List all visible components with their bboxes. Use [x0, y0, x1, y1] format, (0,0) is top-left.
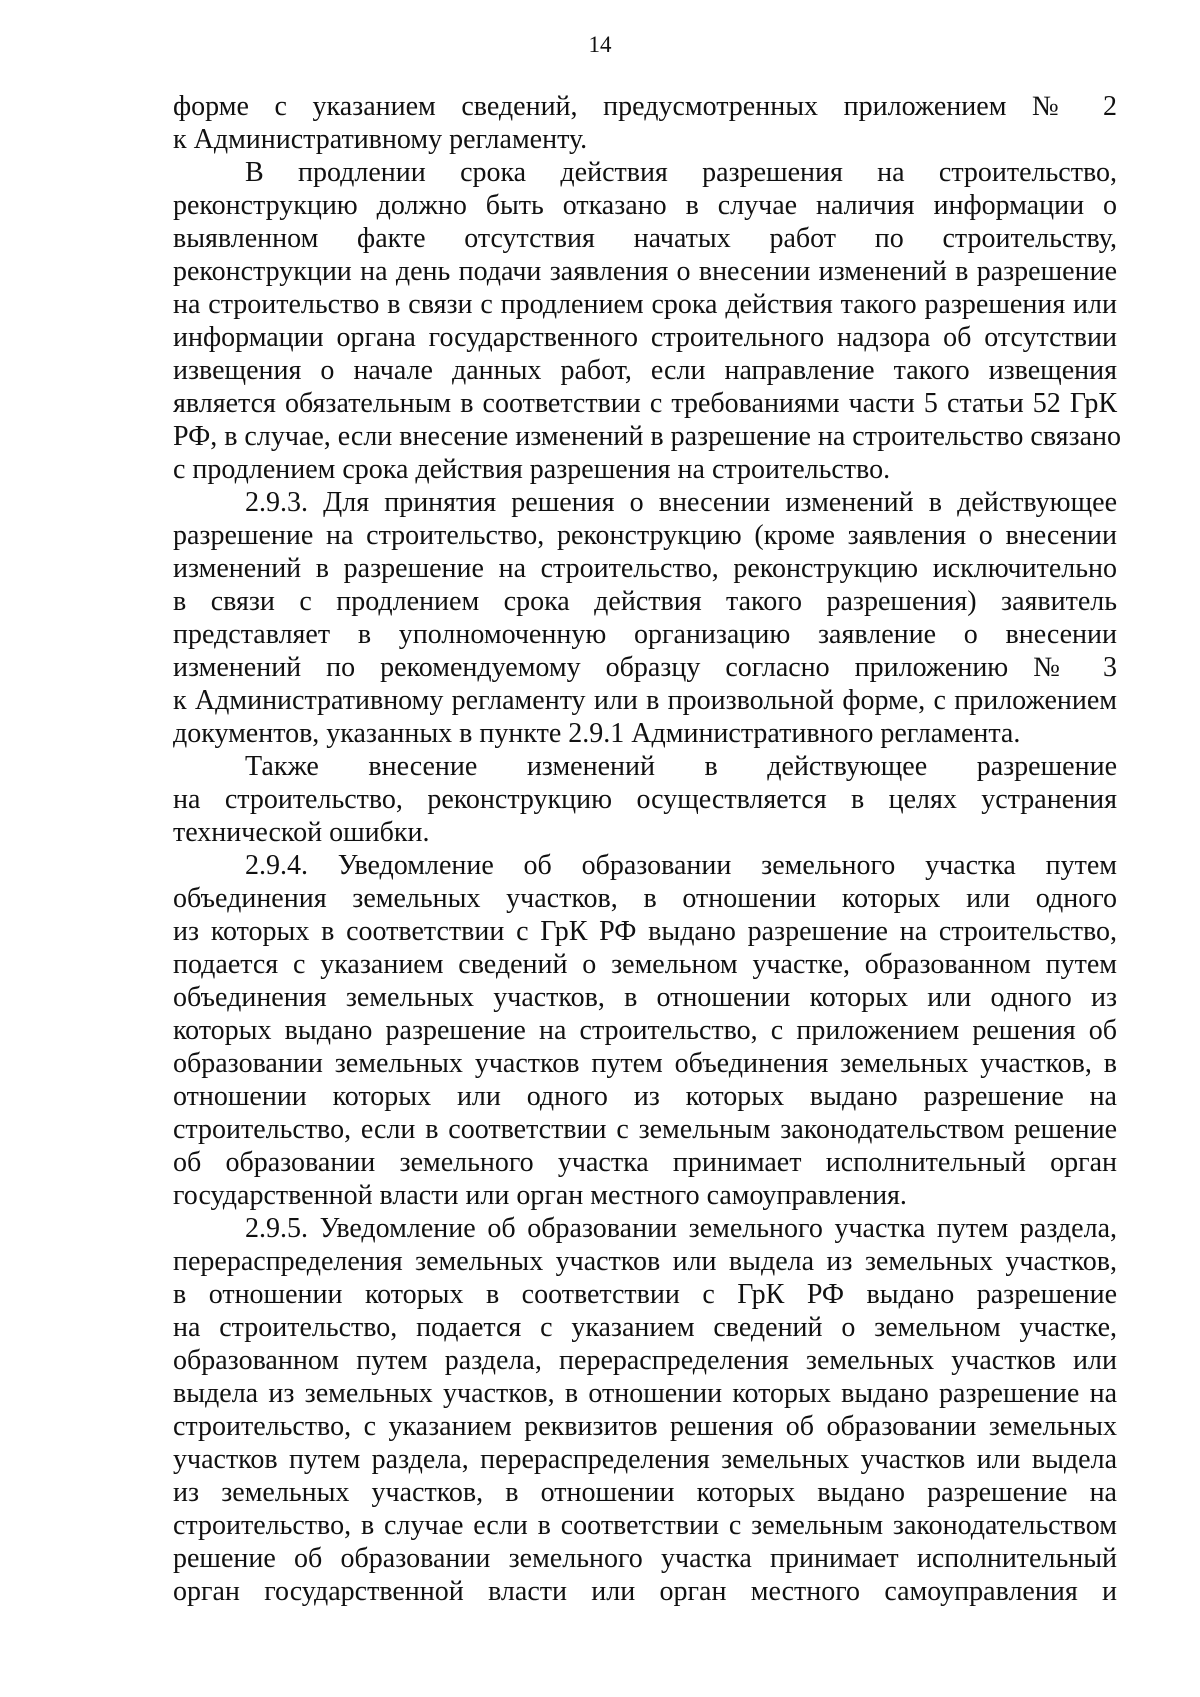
text-line: на строительство, реконструкцию осуществляется в целях устранения: [173, 784, 1117, 815]
text-line: реконструкцию должно быть отказано в случае наличия информации о: [173, 190, 1117, 221]
text-line: в связи с продлением срока действия такого разрешения) заявитель: [173, 586, 1117, 617]
text-line: образованном путем раздела, перераспределения земельных участков или: [173, 1345, 1117, 1376]
text-line: образовании земельных участков путем объединения земельных участков, в: [173, 1048, 1117, 1079]
text-line: которых выдано разрешение на строительство, с приложением решения об: [173, 1015, 1117, 1046]
text-line: из земельных участков, в отношении которых выдано разрешение на: [173, 1477, 1117, 1508]
text-line: к Административному регламенту.: [173, 124, 588, 155]
text-line: объединения земельных участков, в отношении которых или одного из: [173, 982, 1117, 1013]
text-line: документов, указанных в пункте 2.9.1 Административного регламента.: [173, 718, 1021, 749]
text-line: изменений в разрешение на строительство, реконструкцию исключительно: [173, 553, 1117, 584]
text-line: строительство, с указанием реквизитов решения об образовании земельных: [173, 1411, 1117, 1442]
text-line: технической ошибки.: [173, 817, 430, 848]
text-line: перераспределения земельных участков или выдела из земельных участков,: [173, 1246, 1117, 1277]
text-line: разрешение на строительство, реконструкцию (кроме заявления о внесении: [173, 520, 1117, 551]
text-line: форме с указанием сведений, предусмотренных приложением № 2: [173, 91, 1117, 122]
paragraph-first-line: Также внесение изменений в действующее разрешение: [245, 751, 1117, 782]
text-line: решение об образовании земельного участка принимает исполнительный: [173, 1543, 1117, 1574]
paragraph-first-line: 2.9.4. Уведомление об образовании земельного участка путем: [245, 850, 1117, 881]
page-number: 14: [588, 32, 612, 57]
text-line: орган государственной власти или орган местного самоуправления и: [173, 1576, 1117, 1607]
text-line: представляет в уполномоченную организацию заявление о внесении: [173, 619, 1117, 650]
text-line: строительство, если в соответствии с земельным законодательством решение: [173, 1114, 1117, 1145]
paragraph-first-line: 2.9.3. Для принятия решения о внесении изменений в действующее: [245, 487, 1117, 518]
text-line: в отношении которых в соответствии с ГрК РФ выдано разрешение: [173, 1279, 1117, 1310]
text-line: к Административному регламенту или в произвольной форме, с приложением: [173, 685, 1117, 716]
text-line: РФ, в случае, если внесение изменений в разрешение на строительство связано: [173, 421, 1122, 452]
text-line: участков путем раздела, перераспределения земельных участков или выдела: [173, 1444, 1117, 1475]
paragraph-first-line: 2.9.5. Уведомление об образовании земельного участка путем раздела,: [245, 1213, 1117, 1244]
text-line: извещения о начале данных работ, если направление такого извещения: [173, 355, 1117, 386]
text-line: с продлением срока действия разрешения на строительство.: [173, 454, 891, 485]
text-line: на строительство в связи с продлением срока действия такого разрешения или: [173, 289, 1117, 320]
text-line: об образовании земельного участка принимает исполнительный орган: [173, 1147, 1117, 1178]
text-line: реконструкции на день подачи заявления о внесении изменений в разрешение: [173, 256, 1117, 287]
text-line: строительство, в случае если в соответствии с земельным законодательством: [173, 1510, 1117, 1541]
text-line: государственной власти или орган местного самоуправления.: [173, 1180, 907, 1211]
text-line: является обязательным в соответствии с требованиями части 5 статьи 52 ГрК: [173, 388, 1117, 419]
text-line: информации органа государственного строительного надзора об отсутствии: [173, 322, 1117, 353]
text-line: изменений по рекомендуемому образцу согласно приложению № 3: [173, 652, 1117, 683]
text-line: выдела из земельных участков, в отношении которых выдано разрешение на: [173, 1378, 1117, 1409]
text-line: на строительство, подается с указанием сведений о земельном участке,: [173, 1312, 1117, 1343]
text-line: из которых в соответствии с ГрК РФ выдано разрешение на строительство,: [173, 916, 1117, 947]
paragraph-first-line: В продлении срока действия разрешения на строительство,: [245, 157, 1117, 188]
text-line: отношении которых или одного из которых выдано разрешение на: [173, 1081, 1117, 1112]
text-line: подается с указанием сведений о земельном участке, образованном путем: [173, 949, 1117, 980]
text-line: выявленном факте отсутствия начатых работ по строительству,: [173, 223, 1117, 254]
text-line: объединения земельных участков, в отношении которых или одного: [173, 883, 1117, 914]
